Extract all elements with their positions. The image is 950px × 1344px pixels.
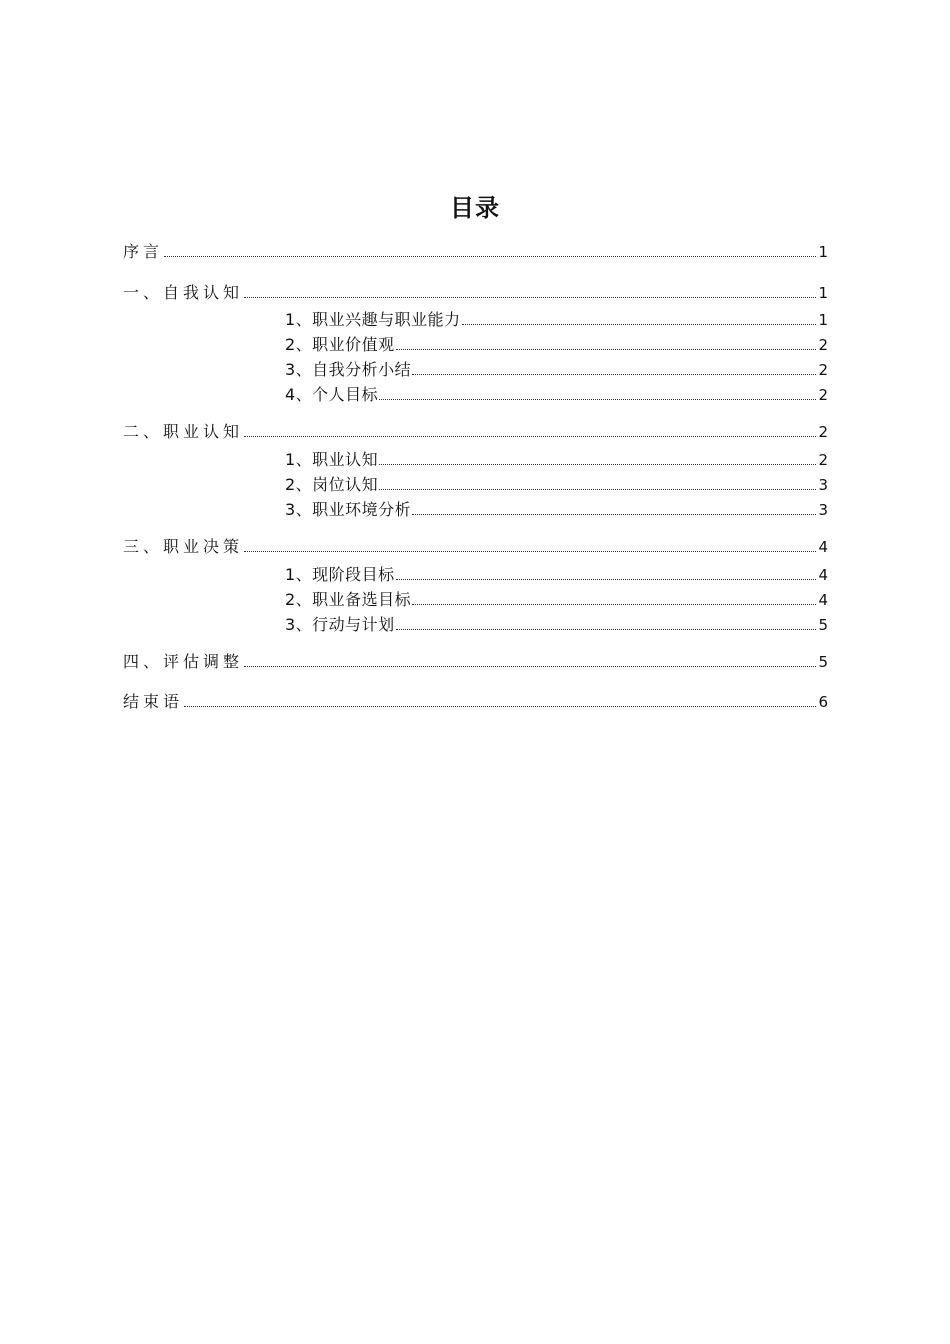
toc-dot-leader [462, 323, 817, 325]
toc-entry-label: 1、职业认知 [285, 450, 379, 469]
toc-entry-label: 2、职业价值观 [285, 335, 395, 354]
toc-subentry[interactable] [285, 564, 828, 586]
toc-dot-leader [379, 463, 816, 465]
toc-page-number: 4 [818, 538, 828, 556]
toc-entry-label: 2、职业备选目标 [285, 590, 412, 609]
toc-dot-leader [164, 255, 816, 257]
toc-dot-leader [379, 398, 816, 400]
toc-page-number: 5 [818, 616, 828, 634]
toc-entry-label: 序言 [123, 242, 164, 261]
toc-subentry[interactable] [285, 359, 828, 381]
toc-entry-label: 3、行动与计划 [285, 615, 395, 634]
toc-dot-leader [184, 705, 816, 707]
toc-dot-leader [412, 513, 816, 515]
toc-subentry[interactable] [285, 334, 828, 356]
toc-page-number: 3 [818, 476, 828, 494]
toc-subentry[interactable] [285, 449, 828, 471]
toc-subentry[interactable] [285, 499, 828, 521]
toc-dot-leader [412, 603, 816, 605]
toc-entry[interactable] [123, 651, 828, 673]
toc-dot-leader [244, 550, 816, 552]
toc-subentry[interactable] [285, 309, 828, 331]
toc-subentry[interactable] [285, 384, 828, 406]
toc-entry[interactable] [123, 536, 828, 558]
toc-page-number: 1 [818, 311, 828, 329]
toc-page-number: 4 [818, 566, 828, 584]
toc-entry-label: 4、个人目标 [285, 385, 379, 404]
toc-page-number: 2 [818, 386, 828, 404]
toc-dot-leader [412, 373, 816, 375]
toc-page-number: 2 [818, 336, 828, 354]
toc-page-number: 6 [818, 693, 828, 711]
toc-entry-label: 3、职业环境分析 [285, 500, 412, 519]
toc-entry-label: 2、岗位认知 [285, 475, 379, 494]
toc-entry-label: 三、职业决策 [123, 537, 244, 556]
toc-subentry[interactable] [285, 589, 828, 611]
toc-page-number: 1 [818, 243, 828, 261]
toc-entry[interactable] [123, 691, 828, 713]
toc-entry[interactable] [123, 241, 828, 263]
toc-dot-leader [396, 578, 817, 580]
toc-entry-label: 一、自我认知 [123, 283, 244, 302]
toc-entry-label: 1、职业兴趣与职业能力 [285, 310, 461, 329]
toc-entry-label: 结束语 [123, 692, 184, 711]
toc-entry-label: 四、评估调整 [123, 652, 244, 671]
toc-entry-label: 3、自我分析小结 [285, 360, 412, 379]
toc-dot-leader [244, 296, 816, 298]
toc-page-number: 4 [818, 591, 828, 609]
toc-page-number: 2 [818, 423, 828, 441]
toc-entry[interactable] [123, 282, 828, 304]
toc-entry-label: 二、职业认知 [123, 422, 244, 441]
toc-page-number: 2 [818, 451, 828, 469]
toc-subentry[interactable] [285, 614, 828, 636]
toc-entry[interactable] [123, 421, 828, 443]
toc-subentry[interactable] [285, 474, 828, 496]
toc-dot-leader [379, 488, 816, 490]
toc-dot-leader [244, 435, 816, 437]
toc-entry-label: 1、现阶段目标 [285, 565, 395, 584]
toc-page-number: 5 [818, 653, 828, 671]
toc-page-number: 2 [818, 361, 828, 379]
toc-dot-leader [244, 665, 816, 667]
page-title: 目录 [450, 194, 500, 222]
toc-dot-leader [396, 348, 817, 350]
toc-dot-leader [396, 628, 817, 630]
toc-page-number: 1 [818, 284, 828, 302]
toc-page-number: 3 [818, 501, 828, 519]
